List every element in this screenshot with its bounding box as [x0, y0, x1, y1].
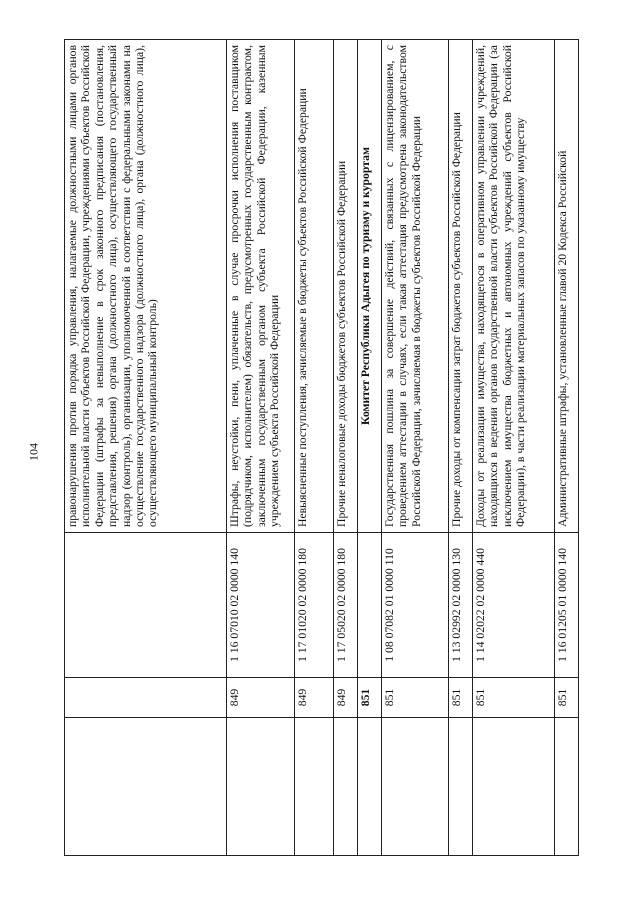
empty-cell: [295, 718, 334, 856]
empty-cell: [227, 718, 295, 856]
budget-classification-code: 1 17 05020 02 0000 180: [334, 533, 358, 678]
empty-cell: [473, 718, 555, 856]
table-row: [473, 40, 555, 856]
budget-classification-code: 1 16 01205 01 0000 140: [555, 533, 579, 678]
table-row-committee-heading: [358, 40, 382, 856]
administrator-code: 851: [449, 678, 473, 718]
table-row: [334, 40, 358, 856]
administrator-code: 851: [358, 678, 382, 718]
administrator-code: 851: [473, 678, 555, 718]
administrator-code: [65, 678, 227, 718]
table-row: [65, 40, 227, 856]
administrator-code: 849: [227, 678, 295, 718]
table-row: [227, 40, 295, 856]
revenue-name: Прочие неналоговые доходы бюджетов субъектов Российской Федерации: [334, 40, 358, 533]
empty-cell: [65, 718, 227, 856]
budget-classification-code: 1 16 07010 02 0000 140: [227, 533, 295, 678]
revenue-name: правонарушения против порядка управления, налагаемые должностными лицами органов исполнительной власти субъектов Российской Федерации, учреждениями субъектов Российской Федерации (штрафы за невыполнение в срок законного предписания (постановления, представления, решения) органа (должностного лица), осуществляющего государственный надзор (контроль), организации, уполномоченной в соответствии с федеральными законами на осуществление государственного надзора (должностного лица), органа (должностного лица), осуществляющего муниципальный контроль): [65, 40, 227, 533]
administrator-code: 849: [334, 678, 358, 718]
administrator-code: 851: [555, 678, 579, 718]
revenue-name: Административные штрафы, установленные главой 20 Кодекса Российской: [555, 40, 579, 533]
page-number: 104: [26, 443, 41, 461]
revenue-codes-table: [64, 39, 579, 856]
budget-classification-code: [65, 533, 227, 678]
revenue-name: Государственная пошлина за совершение действий, связанных с лицензированием, с проведением аттестации в случаях, если такая аттестация предусмотрена законодательством Российской Федерации, зачисляемая в бюджеты субъектов Российской Федерации: [382, 40, 449, 533]
empty-cell: [449, 718, 473, 856]
empty-cell: [358, 718, 382, 856]
committee-name: Комитет Республики Адыгея по туризму и курортам: [358, 40, 382, 533]
budget-classification-code: 1 17 01020 02 0000 180: [295, 533, 334, 678]
rotated-table-container: [64, 40, 578, 856]
empty-cell: [382, 718, 449, 856]
empty-cell: [555, 718, 579, 856]
table-row: [382, 40, 449, 856]
table-body: [65, 40, 579, 856]
revenue-name: Невыясненные поступления, зачисляемые в бюджеты субъектов Российской Федерации: [295, 40, 334, 533]
administrator-code: 849: [295, 678, 334, 718]
budget-classification-code: 1 08 07082 01 0000 110: [382, 533, 449, 678]
budget-classification-code: 1 14 02022 02 0000 440: [473, 533, 555, 678]
revenue-name: Штрафы, неустойки, пени, уплаченные в случае просрочки исполнения поставщиком (подрядчиком, исполнителем) обязательств, предусмотренных государственным контрактом, заключенным государственным органом субъекта Российской Федерации, казенным учреждением субъекта Российской Федерации: [227, 40, 295, 533]
budget-classification-code: [358, 533, 382, 678]
administrator-code: 851: [382, 678, 449, 718]
revenue-name: Доходы от реализации имущества, находящегося в оперативном управлении учреждений, находящихся в ведении органов государственной власти субъектов Российской Федерации (за исключением имущества бюджетных и автономных учреждений субъектов Российской Федерации), в части реализации материальных запасов по указанному имуществу: [473, 40, 555, 533]
budget-classification-code: 1 13 02992 02 0000 130: [449, 533, 473, 678]
table-row: [555, 40, 579, 856]
table-row: [449, 40, 473, 856]
table-row: [295, 40, 334, 856]
empty-cell: [334, 718, 358, 856]
revenue-name: Прочие доходы от компенсации затрат бюджетов субъектов Российской Федерации: [449, 40, 473, 533]
